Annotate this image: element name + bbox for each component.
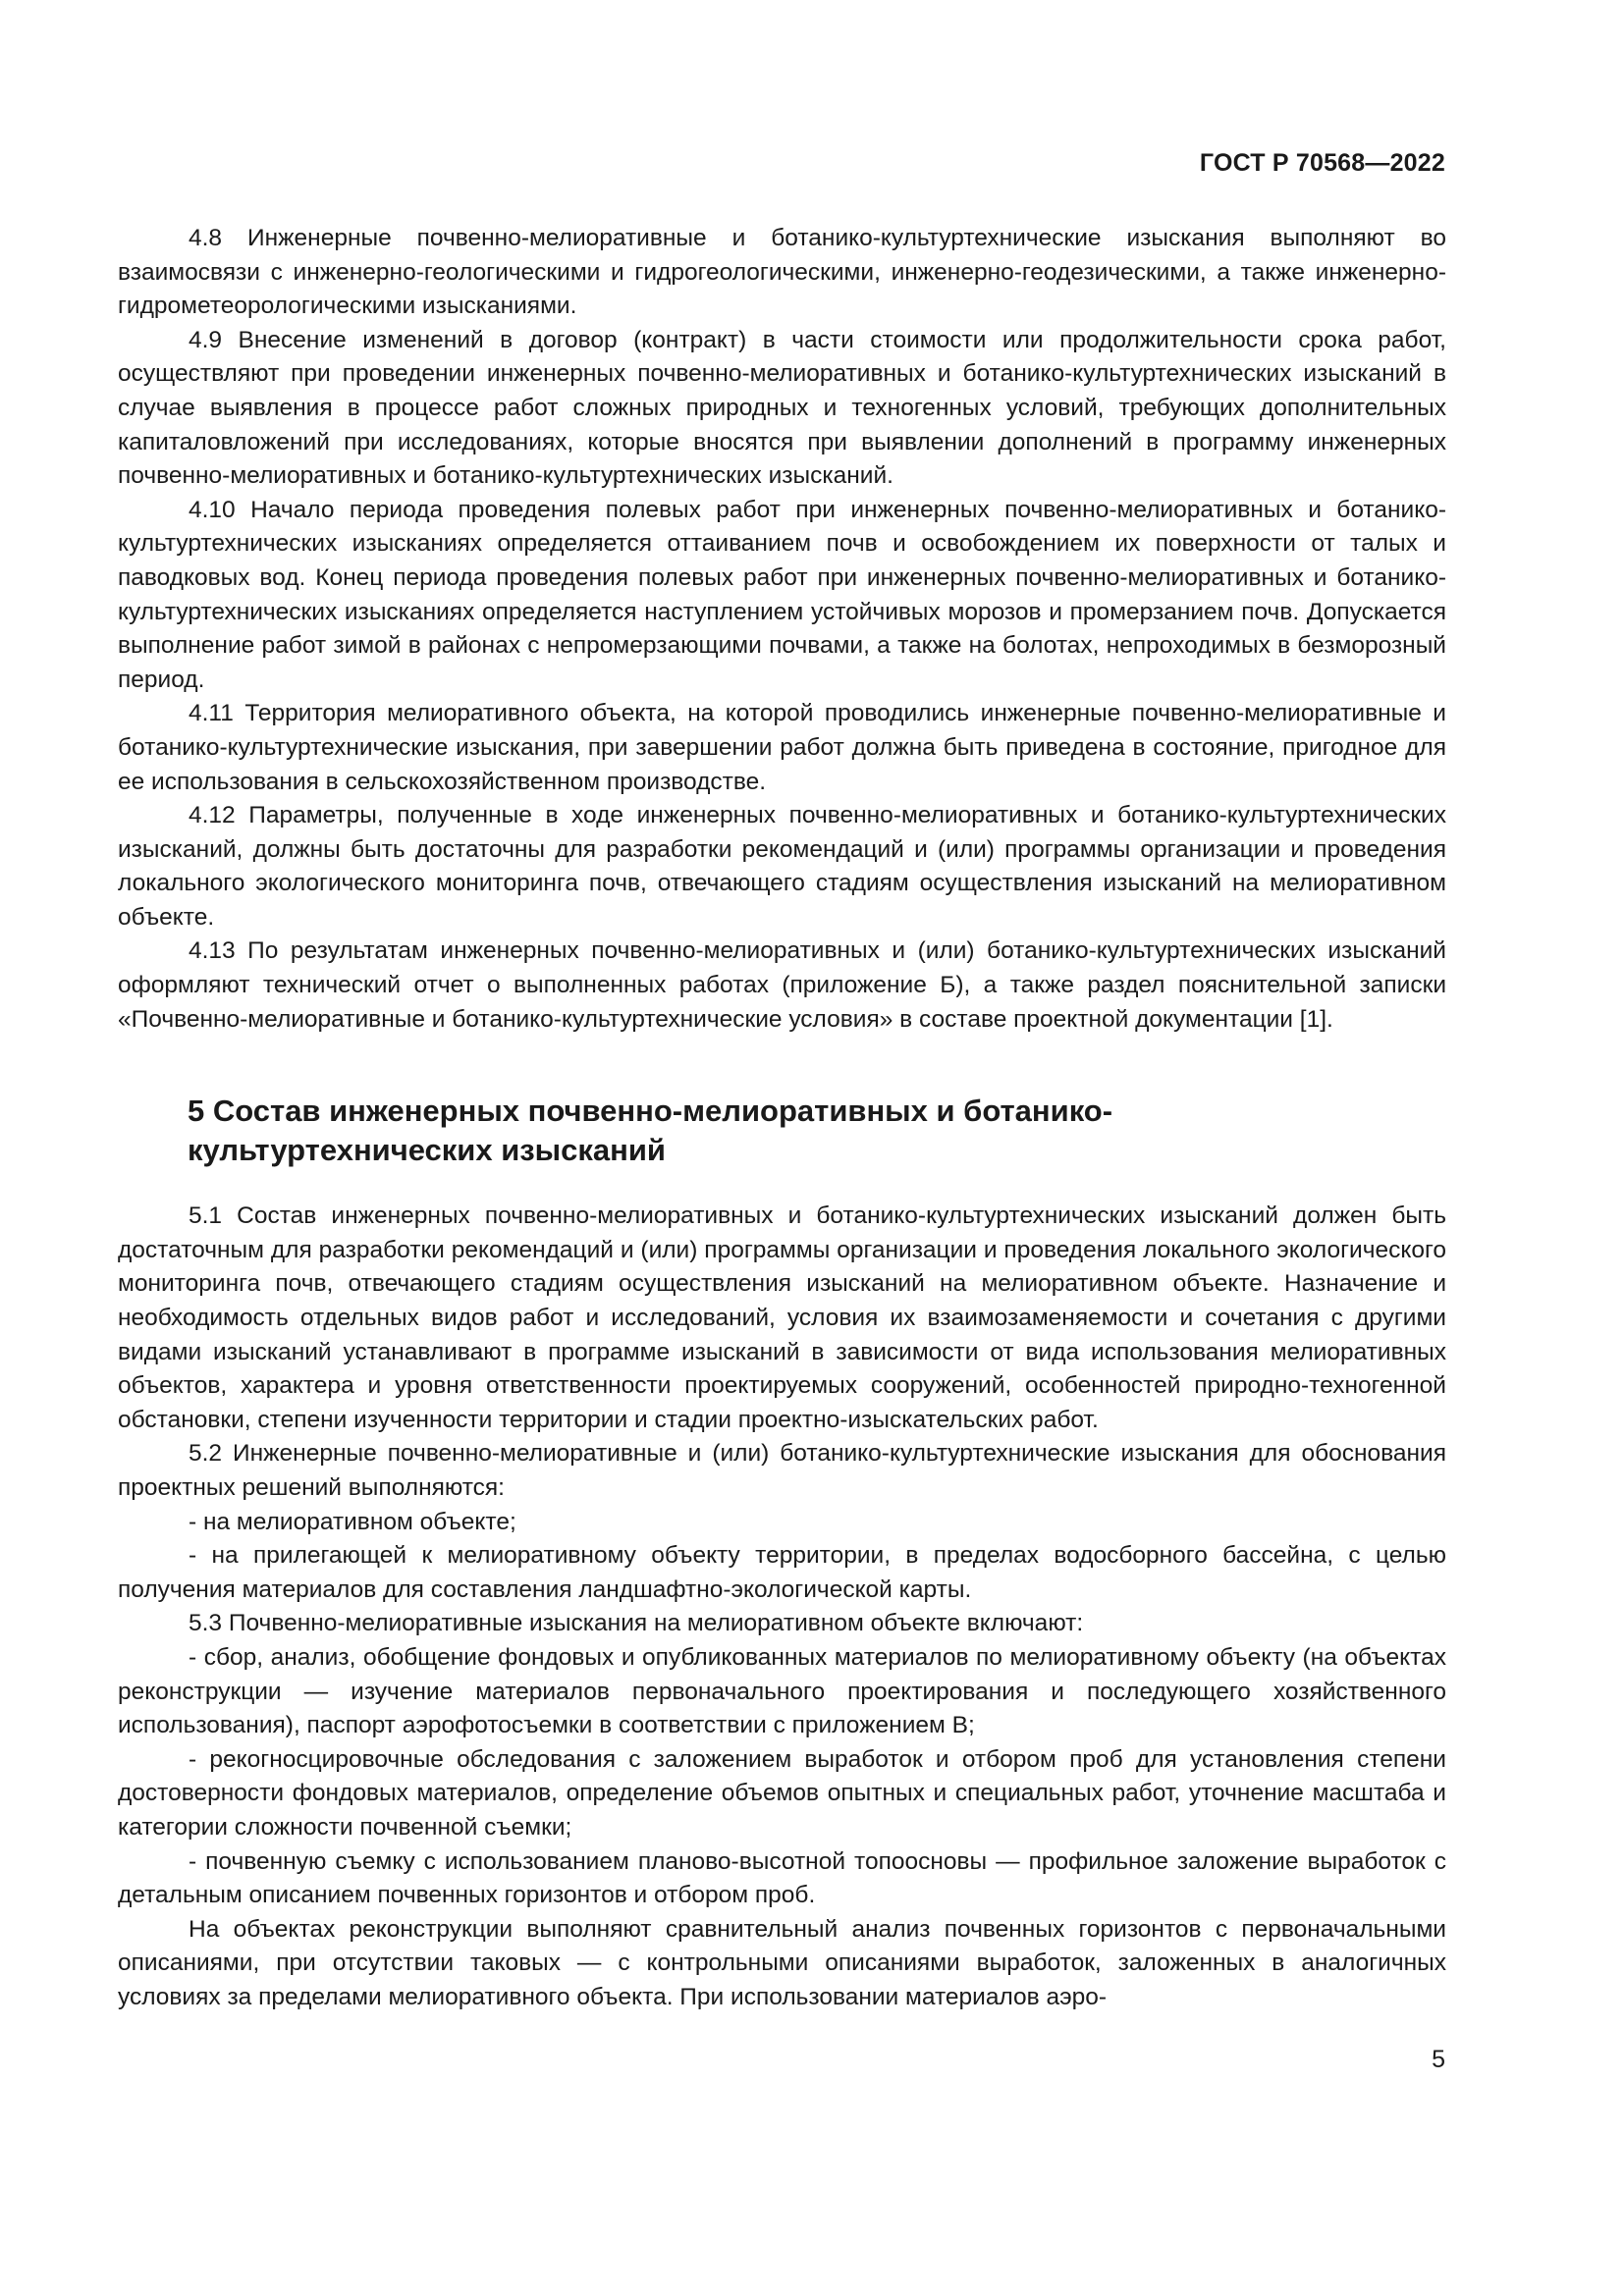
paragraph-4-9: 4.9 Внесение изменений в договор (контракт) в части стоимости или продолжительности срока работ, осуществляют при проведении инженерных почвенно-мелиоративных и ботанико-культуртехнических изысканий в случае выявления в процессе работ сложных природных и техногенных условий, требующих дополнительных капиталовложений при исследованиях, которые вносятся при выявлении дополнений в программу инженерных почвенно-мелиоративных и ботанико-культуртехнических изысканий. — [118, 326, 1446, 490]
list-item-data-collection: - сбор, анализ, обобщение фондовых и опубликованных материалов по мелиоративному объекту (на объектах реконструкции — изучение материалов первоначального проектирования и последующего хозяйственного использования), паспорт аэрофотосъемки в соответствии с приложением В; — [118, 1643, 1446, 1739]
section-5-title-line1: 5 Состав инженерных почвенно-мелиоративных и ботанико- — [188, 1094, 1113, 1129]
list-item-reconnaissance: - рекогносцировочные обследования с заложением выработок и отбором проб для установления степени достоверности фондовых материалов, определение объемов опытных и специальных работ, уточнение масштаба и категории сложности почвенной съемки; — [118, 1745, 1446, 1841]
section-5-title — [118, 1092, 1446, 1170]
page-number: 5 — [1432, 2046, 1445, 2073]
paragraph-4-13: 4.13 По результатам инженерных почвенно-мелиоративных и (или) ботанико-культуртехнических изысканий оформляют технический отчет о выполненных работах (приложение Б), а также раздел пояснительной записки «Почвенно-мелиоративные и ботанико-культуртехнические условия» в составе проектной документации [1]. — [118, 937, 1446, 1033]
section-5-title-line2: культуртехнических изысканий — [188, 1133, 666, 1168]
paragraph-5-1: 5.1 Состав инженерных почвенно-мелиоративных и ботанико-культуртехнических изысканий должен быть достаточным для разработки рекомендаций и (или) программы организации и проведения локального экологического мониторинга почв, отвечающего стадиям осуществления изысканий на мелиоративном объекте. Назначение и необходимость отдельных видов работ и исследований, условия их взаимозаменяемости и сочетания с другими видами изысканий устанавливают в программе изысканий в зависимости от вида использования мелиоративных объектов, характера и уровня ответственности проектируемых сооружений, особенностей природно-техногенной обстановки, степени изученности территории и стадии проектно-изыскательских работ. — [118, 1202, 1446, 1433]
paragraph-5-3: 5.3 Почвенно-мелиоративные изыскания на мелиоративном объекте включают: — [189, 1610, 1084, 1637]
paragraph-4-10: 4.10 Начало периода проведения полевых работ при инженерных почвенно-мелиоративных и ботанико-культуртехнических изысканиях определяется оттаиванием почв и освобождением их поверхности от талых и паводковых вод. Конец периода проведения полевых работ при инженерных почвенно-мелиоративных и ботанико-культуртехнических изысканиях определяется наступлением устойчивых морозов и промерзанием почв. Допускается выполнение работ зимой в районах с непромерзающими почвами, а также на болотах, непроходимых в безморозный период. — [118, 496, 1446, 693]
paragraph-5-2: 5.2 Инженерные почвенно-мелиоративные и (или) ботанико-культуртехнические изыскания для обоснования проектных решений выполняются: — [118, 1440, 1446, 1501]
paragraph-4-11: 4.11 Территория мелиоративного объекта, на которой проводились инженерные почвенно-мелиоративные и ботанико-культуртехнические изыскания, при завершении работ должна быть приведена в состояние, пригодное для ее использования в сельскохозяйственном производстве. — [118, 700, 1446, 795]
paragraph-reconstruction: На объектах реконструкции выполняют сравнительный анализ почвенных горизонтов с первоначальными описаниями, при отсутствии таковых — с контрольными описаниями выработок, заложенных в аналогичных условиях за пределами мелиоративного объекта. При использовании материалов аэро- — [118, 1915, 1446, 2010]
document-body — [118, 222, 1446, 2015]
paragraph-4-8: 4.8 Инженерные почвенно-мелиоративные и ботанико-культуртехнические изыскания выполняют во взаимосвязи с инженерно-геологическими и гидрогеологическими, инженерно-геодезическими, а также инженерно-гидрометеорологическими изысканиями. — [118, 225, 1446, 320]
paragraph-4-12: 4.12 Параметры, полученные в ходе инженерных почвенно-мелиоративных и ботанико-культуртехнических изысканий, должны быть достаточны для разработки рекомендаций и (или) программы организации и проведения локального экологического мониторинга почв, отвечающего стадиям осуществления изысканий на мелиоративном объекте. — [118, 802, 1446, 931]
document-code-header: ГОСТ Р 70568—2022 — [1199, 149, 1445, 177]
list-item-mel-object: - на мелиоративном объекте; — [189, 1508, 516, 1535]
list-item-soil-survey: - почвенную съемку с использованием планово-высотной топоосновы — профильное заложение выработок с детальным описанием почвенных горизонтов и отбором проб. — [118, 1847, 1446, 1909]
list-item-adjacent-territory: - на прилегающей к мелиоративному объекту территории, в пределах водосборного бассейна, с целью получения материалов для составления ландшафтно-экологической карты. — [118, 1542, 1446, 1603]
